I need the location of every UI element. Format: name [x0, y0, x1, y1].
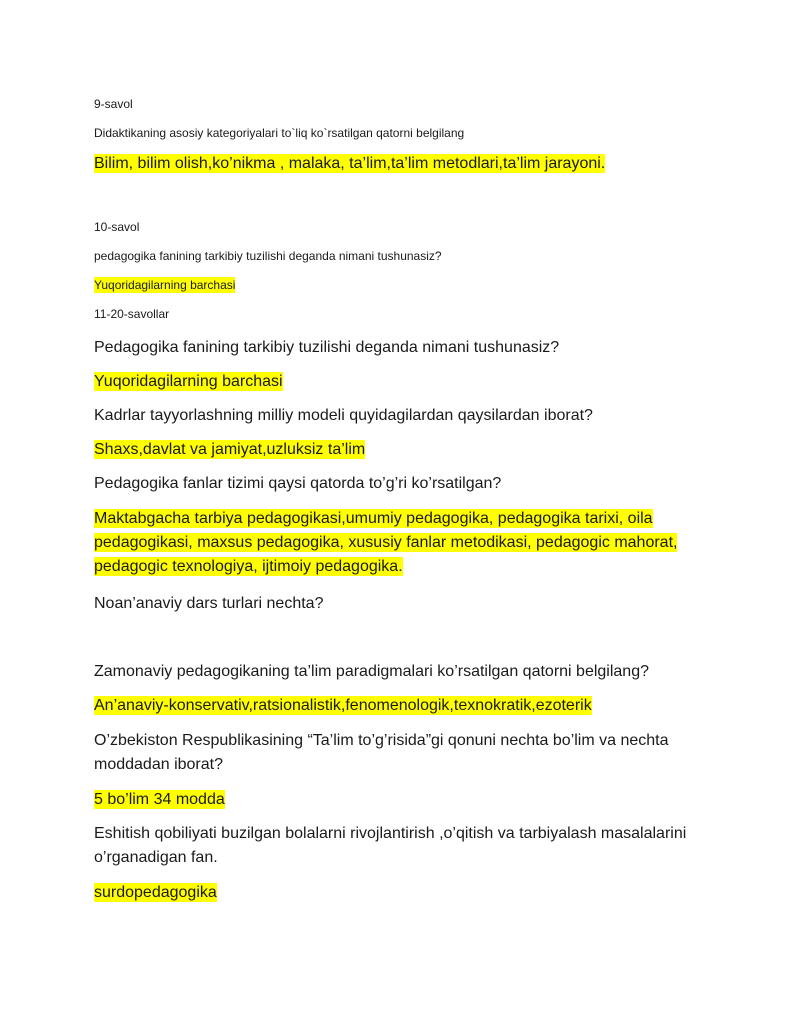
- q13-answer-highlight: Maktabgacha tarbiya pedagogikasi,umumiy pedagogika, pedagogika tarixi, oila pedagogikasi, maxsus pedagogika, xususiy fanlar metodikasi, pedagogic mahorat, pedagogic texnologiya, ijtimoiy pedagogika.: [94, 510, 678, 575]
- q14-question: Noan’anaviy dars turlari nechta?: [94, 595, 324, 612]
- q15-answer: [94, 694, 592, 717]
- q11-20-label: 11-20-savollar: [94, 307, 170, 321]
- q15-question: Zamonaviy pedagogikaning ta’lim paradigmalari ko’rsatilgan qatorni belgilang?: [94, 663, 649, 680]
- q16-answer-highlight: 5 bo’lim 34 modda: [94, 791, 225, 808]
- q9-question: Didaktikaning asosiy kategoriyalari to`liq ko`rsatilgan qatorni belgilang: [94, 126, 465, 140]
- q11-answer: [94, 370, 283, 393]
- q11-question: Pedagogika fanining tarkibiy tuzilishi deganda nimani tushunasiz?: [94, 339, 560, 356]
- q10-answer: [94, 277, 235, 293]
- q13-question: Pedagogika fanlar tizimi qaysi qatorda to’g’ri ko’rsatilgan?: [94, 475, 502, 492]
- q16-answer: [94, 788, 225, 811]
- q17-answer-highlight: surdopedagogika: [94, 884, 217, 901]
- q17-question: Eshitish qobiliyati buzilgan bolalarni rivojlantirish ,o’qitish va tarbiyalash masalalarini o’rganadigan fan.: [94, 825, 687, 866]
- q10-answer-highlight: Yuqoridagilarning barchasi: [94, 278, 236, 292]
- q12-answer-highlight: Shaxs,davlat va jamiyat,uzluksiz ta’lim: [94, 441, 366, 458]
- q9-answer: [94, 152, 605, 175]
- q13-answer: [94, 507, 714, 579]
- q17-answer: [94, 881, 217, 904]
- q12-question: Kadrlar tayyorlashning milliy modeli quyidagilardan qaysilardan iborat?: [94, 407, 593, 424]
- q10-question: pedagogika fanining tarkibiy tuzilishi deganda nimani tushunasiz?: [94, 249, 442, 263]
- q15-answer-highlight: An’anaviy-konservativ,ratsionalistik,fenomenologik,texnokratik,ezoterik: [94, 697, 592, 714]
- q9-answer-highlight: Bilim, bilim olish,ko’nikma , malaka, ta’lim,ta’lim metodlari,ta’lim jarayoni.: [94, 155, 606, 172]
- q10-label: 10-savol: [94, 220, 140, 234]
- q16-question: O’zbekiston Respublikasining “Ta’lim to’g’risida”gi qonuni nechta bo’lim va nechta moddadan iborat?: [94, 732, 669, 773]
- q11-answer-highlight: Yuqoridagilarning barchasi: [94, 373, 283, 390]
- q12-answer: [94, 438, 365, 461]
- q9-label: 9-savol: [94, 97, 133, 111]
